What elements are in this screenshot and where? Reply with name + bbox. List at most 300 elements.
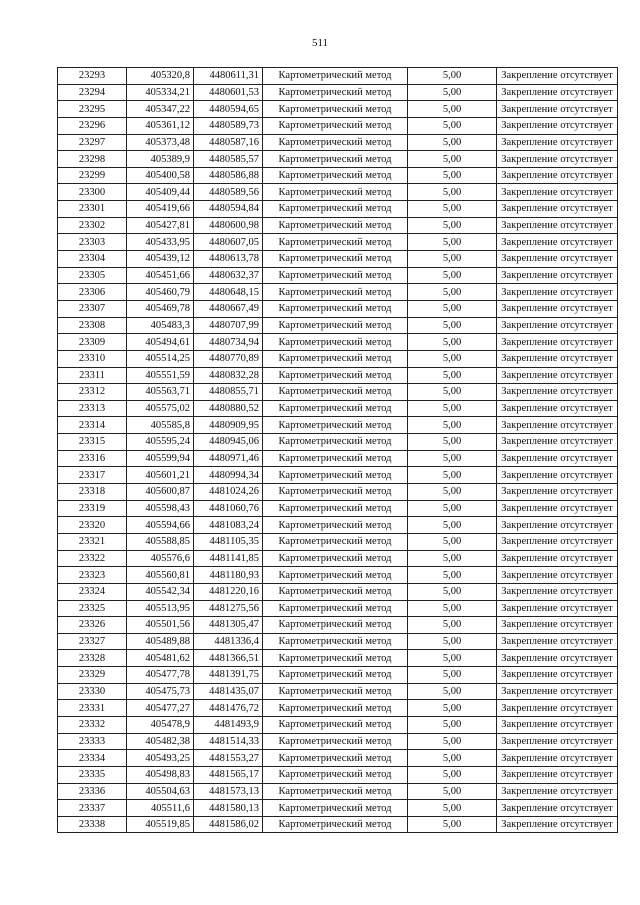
fixation-cell: Закрепление отсутствует (497, 134, 618, 151)
point-number-cell: 23307 (58, 300, 127, 317)
method-cell: Картометрический метод (263, 134, 408, 151)
fixation-cell: Закрепление отсутствует (497, 450, 618, 467)
y-coordinate-cell: 4480880,52 (194, 400, 263, 417)
method-cell: Картометрический метод (263, 251, 408, 268)
fixation-cell: Закрепление отсутствует (497, 600, 618, 617)
accuracy-cell: 5,00 (408, 101, 497, 118)
x-coordinate-cell: 405483,3 (127, 317, 194, 334)
fixation-cell: Закрепление отсутствует (497, 650, 618, 667)
accuracy-cell: 5,00 (408, 450, 497, 467)
table-row (58, 517, 618, 534)
table-row (58, 683, 618, 700)
table-row (58, 533, 618, 550)
y-coordinate-cell: 4481275,56 (194, 600, 263, 617)
x-coordinate-cell: 405575,02 (127, 400, 194, 417)
table-row (58, 384, 618, 401)
point-number-cell: 23300 (58, 184, 127, 201)
y-coordinate-cell: 4480586,88 (194, 167, 263, 184)
method-cell: Картометрический метод (263, 201, 408, 218)
x-coordinate-cell: 405482,38 (127, 733, 194, 750)
table-row (58, 633, 618, 650)
y-coordinate-cell: 4480667,49 (194, 300, 263, 317)
x-coordinate-cell: 405334,21 (127, 84, 194, 101)
accuracy-cell: 5,00 (408, 284, 497, 301)
method-cell: Картометрический метод (263, 350, 408, 367)
y-coordinate-cell: 4480648,15 (194, 284, 263, 301)
y-coordinate-cell: 4481220,16 (194, 583, 263, 600)
x-coordinate-cell: 405373,48 (127, 134, 194, 151)
table-row (58, 134, 618, 151)
table-row (58, 434, 618, 451)
table-row (58, 217, 618, 234)
page-number: 511 (311, 37, 329, 49)
method-cell: Картометрический метод (263, 101, 408, 118)
x-coordinate-cell: 405600,87 (127, 484, 194, 501)
y-coordinate-cell: 4480945,06 (194, 434, 263, 451)
method-cell: Картометрический метод (263, 317, 408, 334)
point-number-cell: 23303 (58, 234, 127, 251)
method-cell: Картометрический метод (263, 567, 408, 584)
fixation-cell: Закрепление отсутствует (497, 400, 618, 417)
table-row (58, 700, 618, 717)
method-cell: Картометрический метод (263, 334, 408, 351)
point-number-cell: 23330 (58, 683, 127, 700)
point-number-cell: 23298 (58, 151, 127, 168)
table-row (58, 167, 618, 184)
accuracy-cell: 5,00 (408, 417, 497, 434)
table-row (58, 816, 618, 833)
table-row (58, 284, 618, 301)
method-cell: Картометрический метод (263, 716, 408, 733)
table-row (58, 400, 618, 417)
point-number-cell: 23334 (58, 750, 127, 767)
y-coordinate-cell: 4480770,89 (194, 350, 263, 367)
method-cell: Картометрический метод (263, 68, 408, 85)
fixation-cell: Закрепление отсутствует (497, 716, 618, 733)
accuracy-cell: 5,00 (408, 600, 497, 617)
method-cell: Картометрический метод (263, 816, 408, 833)
y-coordinate-cell: 4481180,93 (194, 567, 263, 584)
method-cell: Картометрический метод (263, 234, 408, 251)
fixation-cell: Закрепление отсутствует (497, 750, 618, 767)
table-row (58, 467, 618, 484)
method-cell: Картометрический метод (263, 484, 408, 501)
point-number-cell: 23306 (58, 284, 127, 301)
fixation-cell: Закрепление отсутствует (497, 733, 618, 750)
y-coordinate-cell: 4480601,53 (194, 84, 263, 101)
x-coordinate-cell: 405504,63 (127, 783, 194, 800)
method-cell: Картометрический метод (263, 733, 408, 750)
point-number-cell: 23295 (58, 101, 127, 118)
y-coordinate-cell: 4481366,51 (194, 650, 263, 667)
table-row (58, 716, 618, 733)
fixation-cell: Закрепление отсутствует (497, 151, 618, 168)
y-coordinate-cell: 4480632,37 (194, 267, 263, 284)
y-coordinate-cell: 4480600,98 (194, 217, 263, 234)
accuracy-cell: 5,00 (408, 217, 497, 234)
point-number-cell: 23331 (58, 700, 127, 717)
method-cell: Картометрический метод (263, 700, 408, 717)
accuracy-cell: 5,00 (408, 617, 497, 634)
fixation-cell: Закрепление отсутствует (497, 700, 618, 717)
accuracy-cell: 5,00 (408, 117, 497, 134)
y-coordinate-cell: 4481565,17 (194, 766, 263, 783)
fixation-cell: Закрепление отсутствует (497, 667, 618, 684)
fixation-cell: Закрепление отсутствует (497, 517, 618, 534)
x-coordinate-cell: 405361,12 (127, 117, 194, 134)
x-coordinate-cell: 405576,6 (127, 550, 194, 567)
accuracy-cell: 5,00 (408, 517, 497, 534)
point-number-cell: 23333 (58, 733, 127, 750)
fixation-cell: Закрепление отсутствует (497, 234, 618, 251)
x-coordinate-cell: 405409,44 (127, 184, 194, 201)
method-cell: Картометрический метод (263, 517, 408, 534)
fixation-cell: Закрепление отсутствует (497, 783, 618, 800)
accuracy-cell: 5,00 (408, 350, 497, 367)
method-cell: Картометрический метод (263, 667, 408, 684)
point-number-cell: 23310 (58, 350, 127, 367)
table-row (58, 484, 618, 501)
point-number-cell: 23314 (58, 417, 127, 434)
y-coordinate-cell: 4480994,34 (194, 467, 263, 484)
point-number-cell: 23301 (58, 201, 127, 218)
fixation-cell: Закрепление отсутствует (497, 417, 618, 434)
x-coordinate-cell: 405560,81 (127, 567, 194, 584)
accuracy-cell: 5,00 (408, 533, 497, 550)
accuracy-cell: 5,00 (408, 234, 497, 251)
method-cell: Картометрический метод (263, 533, 408, 550)
point-number-cell: 23320 (58, 517, 127, 534)
x-coordinate-cell: 405489,88 (127, 633, 194, 650)
accuracy-cell: 5,00 (408, 816, 497, 833)
accuracy-cell: 5,00 (408, 750, 497, 767)
point-number-cell: 23322 (58, 550, 127, 567)
fixation-cell: Закрепление отсутствует (497, 533, 618, 550)
accuracy-cell: 5,00 (408, 800, 497, 817)
accuracy-cell: 5,00 (408, 667, 497, 684)
table-row (58, 334, 618, 351)
fixation-cell: Закрепление отсутствует (497, 500, 618, 517)
y-coordinate-cell: 4481336,4 (194, 633, 263, 650)
y-coordinate-cell: 4480589,56 (194, 184, 263, 201)
method-cell: Картометрический метод (263, 750, 408, 767)
fixation-cell: Закрепление отсутствует (497, 251, 618, 268)
x-coordinate-cell: 405588,85 (127, 533, 194, 550)
fixation-cell: Закрепление отсутствует (497, 117, 618, 134)
x-coordinate-cell: 405514,25 (127, 350, 194, 367)
method-cell: Картометрический метод (263, 151, 408, 168)
accuracy-cell: 5,00 (408, 267, 497, 284)
table-row (58, 733, 618, 750)
x-coordinate-cell: 405551,59 (127, 367, 194, 384)
fixation-cell: Закрепление отсутствует (497, 583, 618, 600)
point-number-cell: 23324 (58, 583, 127, 600)
table-row (58, 800, 618, 817)
fixation-cell: Закрепление отсутствует (497, 766, 618, 783)
y-coordinate-cell: 4481391,75 (194, 667, 263, 684)
table-row (58, 201, 618, 218)
method-cell: Картометрический метод (263, 400, 408, 417)
x-coordinate-cell: 405320,8 (127, 68, 194, 85)
point-number-cell: 23325 (58, 600, 127, 617)
accuracy-cell: 5,00 (408, 766, 497, 783)
x-coordinate-cell: 405498,83 (127, 766, 194, 783)
accuracy-cell: 5,00 (408, 500, 497, 517)
x-coordinate-cell: 405585,8 (127, 417, 194, 434)
x-coordinate-cell: 405599,94 (127, 450, 194, 467)
fixation-cell: Закрепление отсутствует (497, 217, 618, 234)
x-coordinate-cell: 405598,43 (127, 500, 194, 517)
x-coordinate-cell: 405563,71 (127, 384, 194, 401)
fixation-cell: Закрепление отсутствует (497, 800, 618, 817)
y-coordinate-cell: 4481580,13 (194, 800, 263, 817)
x-coordinate-cell: 405494,61 (127, 334, 194, 351)
point-number-cell: 23316 (58, 450, 127, 467)
point-number-cell: 23305 (58, 267, 127, 284)
method-cell: Картометрический метод (263, 434, 408, 451)
method-cell: Картометрический метод (263, 300, 408, 317)
fixation-cell: Закрепление отсутствует (497, 101, 618, 118)
x-coordinate-cell: 405477,27 (127, 700, 194, 717)
table-row (58, 101, 618, 118)
method-cell: Картометрический метод (263, 217, 408, 234)
table-row (58, 84, 618, 101)
point-number-cell: 23296 (58, 117, 127, 134)
fixation-cell: Закрепление отсутствует (497, 68, 618, 85)
fixation-cell: Закрепление отсутствует (497, 367, 618, 384)
table-row (58, 766, 618, 783)
accuracy-cell: 5,00 (408, 583, 497, 600)
point-number-cell: 23297 (58, 134, 127, 151)
fixation-cell: Закрепление отсутствует (497, 267, 618, 284)
table-row (58, 650, 618, 667)
accuracy-cell: 5,00 (408, 633, 497, 650)
method-cell: Картометрический метод (263, 450, 408, 467)
fixation-cell: Закрепление отсутствует (497, 300, 618, 317)
x-coordinate-cell: 405477,78 (127, 667, 194, 684)
table-row (58, 667, 618, 684)
x-coordinate-cell: 405513,95 (127, 600, 194, 617)
x-coordinate-cell: 405481,62 (127, 650, 194, 667)
y-coordinate-cell: 4480594,65 (194, 101, 263, 118)
x-coordinate-cell: 405594,66 (127, 517, 194, 534)
x-coordinate-cell: 405511,6 (127, 800, 194, 817)
coordinates-table (57, 67, 618, 833)
y-coordinate-cell: 4480589,73 (194, 117, 263, 134)
fixation-cell: Закрепление отсутствует (497, 550, 618, 567)
accuracy-cell: 5,00 (408, 84, 497, 101)
accuracy-cell: 5,00 (408, 700, 497, 717)
accuracy-cell: 5,00 (408, 201, 497, 218)
method-cell: Картометрический метод (263, 184, 408, 201)
x-coordinate-cell: 405475,73 (127, 683, 194, 700)
accuracy-cell: 5,00 (408, 733, 497, 750)
accuracy-cell: 5,00 (408, 467, 497, 484)
point-number-cell: 23321 (58, 533, 127, 550)
y-coordinate-cell: 4481083,24 (194, 517, 263, 534)
accuracy-cell: 5,00 (408, 783, 497, 800)
point-number-cell: 23313 (58, 400, 127, 417)
accuracy-cell: 5,00 (408, 134, 497, 151)
y-coordinate-cell: 4480734,94 (194, 334, 263, 351)
x-coordinate-cell: 405501,56 (127, 617, 194, 634)
point-number-cell: 23312 (58, 384, 127, 401)
accuracy-cell: 5,00 (408, 334, 497, 351)
table-row (58, 117, 618, 134)
accuracy-cell: 5,00 (408, 434, 497, 451)
table-row (58, 583, 618, 600)
table-row (58, 317, 618, 334)
table-row (58, 617, 618, 634)
y-coordinate-cell: 4481573,13 (194, 783, 263, 800)
method-cell: Картометрический метод (263, 417, 408, 434)
method-cell: Картометрический метод (263, 766, 408, 783)
accuracy-cell: 5,00 (408, 716, 497, 733)
method-cell: Картометрический метод (263, 167, 408, 184)
y-coordinate-cell: 4481514,33 (194, 733, 263, 750)
accuracy-cell: 5,00 (408, 367, 497, 384)
x-coordinate-cell: 405427,81 (127, 217, 194, 234)
table-row (58, 350, 618, 367)
point-number-cell: 23332 (58, 716, 127, 733)
y-coordinate-cell: 4481476,72 (194, 700, 263, 717)
y-coordinate-cell: 4480909,95 (194, 417, 263, 434)
method-cell: Картометрический метод (263, 384, 408, 401)
point-number-cell: 23323 (58, 567, 127, 584)
method-cell: Картометрический метод (263, 267, 408, 284)
method-cell: Картометрический метод (263, 600, 408, 617)
y-coordinate-cell: 4480971,46 (194, 450, 263, 467)
accuracy-cell: 5,00 (408, 567, 497, 584)
method-cell: Картометрический метод (263, 84, 408, 101)
x-coordinate-cell: 405478,9 (127, 716, 194, 733)
point-number-cell: 23311 (58, 367, 127, 384)
x-coordinate-cell: 405433,95 (127, 234, 194, 251)
point-number-cell: 23319 (58, 500, 127, 517)
table-row (58, 300, 618, 317)
y-coordinate-cell: 4481024,26 (194, 484, 263, 501)
point-number-cell: 23302 (58, 217, 127, 234)
accuracy-cell: 5,00 (408, 68, 497, 85)
y-coordinate-cell: 4481435,07 (194, 683, 263, 700)
method-cell: Картометрический метод (263, 650, 408, 667)
x-coordinate-cell: 405519,85 (127, 816, 194, 833)
accuracy-cell: 5,00 (408, 251, 497, 268)
fixation-cell: Закрепление отсутствует (497, 633, 618, 650)
x-coordinate-cell: 405347,22 (127, 101, 194, 118)
x-coordinate-cell: 405493,25 (127, 750, 194, 767)
x-coordinate-cell: 405601,21 (127, 467, 194, 484)
x-coordinate-cell: 405400,58 (127, 167, 194, 184)
point-number-cell: 23308 (58, 317, 127, 334)
method-cell: Картометрический метод (263, 500, 408, 517)
accuracy-cell: 5,00 (408, 384, 497, 401)
y-coordinate-cell: 4481060,76 (194, 500, 263, 517)
y-coordinate-cell: 4481553,27 (194, 750, 263, 767)
x-coordinate-cell: 405595,24 (127, 434, 194, 451)
point-number-cell: 23328 (58, 650, 127, 667)
fixation-cell: Закрепление отсутствует (497, 384, 618, 401)
table-row (58, 550, 618, 567)
fixation-cell: Закрепление отсутствует (497, 201, 618, 218)
method-cell: Картометрический метод (263, 633, 408, 650)
point-number-cell: 23309 (58, 334, 127, 351)
table-row (58, 267, 618, 284)
accuracy-cell: 5,00 (408, 317, 497, 334)
table-row (58, 234, 618, 251)
method-cell: Картометрический метод (263, 284, 408, 301)
fixation-cell: Закрепление отсутствует (497, 467, 618, 484)
fixation-cell: Закрепление отсутствует (497, 167, 618, 184)
y-coordinate-cell: 4480594,84 (194, 201, 263, 218)
method-cell: Картометрический метод (263, 683, 408, 700)
x-coordinate-cell: 405389,9 (127, 151, 194, 168)
point-number-cell: 23315 (58, 434, 127, 451)
fixation-cell: Закрепление отсутствует (497, 284, 618, 301)
point-number-cell: 23337 (58, 800, 127, 817)
table-row (58, 251, 618, 268)
y-coordinate-cell: 4480707,99 (194, 317, 263, 334)
point-number-cell: 23326 (58, 617, 127, 634)
x-coordinate-cell: 405439,12 (127, 251, 194, 268)
y-coordinate-cell: 4481141,85 (194, 550, 263, 567)
fixation-cell: Закрепление отсутствует (497, 683, 618, 700)
method-cell: Картометрический метод (263, 550, 408, 567)
y-coordinate-cell: 4480587,16 (194, 134, 263, 151)
y-coordinate-cell: 4481105,35 (194, 533, 263, 550)
y-coordinate-cell: 4480613,78 (194, 251, 263, 268)
fixation-cell: Закрепление отсутствует (497, 434, 618, 451)
y-coordinate-cell: 4481493,9 (194, 716, 263, 733)
method-cell: Картометрический метод (263, 117, 408, 134)
table-row (58, 417, 618, 434)
y-coordinate-cell: 4480607,05 (194, 234, 263, 251)
table-row (58, 600, 618, 617)
accuracy-cell: 5,00 (408, 550, 497, 567)
fixation-cell: Закрепление отсутствует (497, 317, 618, 334)
point-number-cell: 23327 (58, 633, 127, 650)
point-number-cell: 23336 (58, 783, 127, 800)
fixation-cell: Закрепление отсутствует (497, 334, 618, 351)
point-number-cell: 23338 (58, 816, 127, 833)
y-coordinate-cell: 4481586,02 (194, 816, 263, 833)
accuracy-cell: 5,00 (408, 650, 497, 667)
x-coordinate-cell: 405419,66 (127, 201, 194, 218)
accuracy-cell: 5,00 (408, 151, 497, 168)
point-number-cell: 23299 (58, 167, 127, 184)
fixation-cell: Закрепление отсутствует (497, 567, 618, 584)
y-coordinate-cell: 4480855,71 (194, 384, 263, 401)
x-coordinate-cell: 405451,66 (127, 267, 194, 284)
accuracy-cell: 5,00 (408, 484, 497, 501)
y-coordinate-cell: 4480832,28 (194, 367, 263, 384)
x-coordinate-cell: 405469,78 (127, 300, 194, 317)
accuracy-cell: 5,00 (408, 300, 497, 317)
accuracy-cell: 5,00 (408, 184, 497, 201)
table-row (58, 450, 618, 467)
table-body (58, 68, 618, 833)
fixation-cell: Закрепление отсутствует (497, 350, 618, 367)
method-cell: Картометрический метод (263, 617, 408, 634)
table-row (58, 750, 618, 767)
method-cell: Картометрический метод (263, 783, 408, 800)
point-number-cell: 23318 (58, 484, 127, 501)
method-cell: Картометрический метод (263, 583, 408, 600)
method-cell: Картометрический метод (263, 800, 408, 817)
x-coordinate-cell: 405542,34 (127, 583, 194, 600)
point-number-cell: 23329 (58, 667, 127, 684)
table-row (58, 500, 618, 517)
